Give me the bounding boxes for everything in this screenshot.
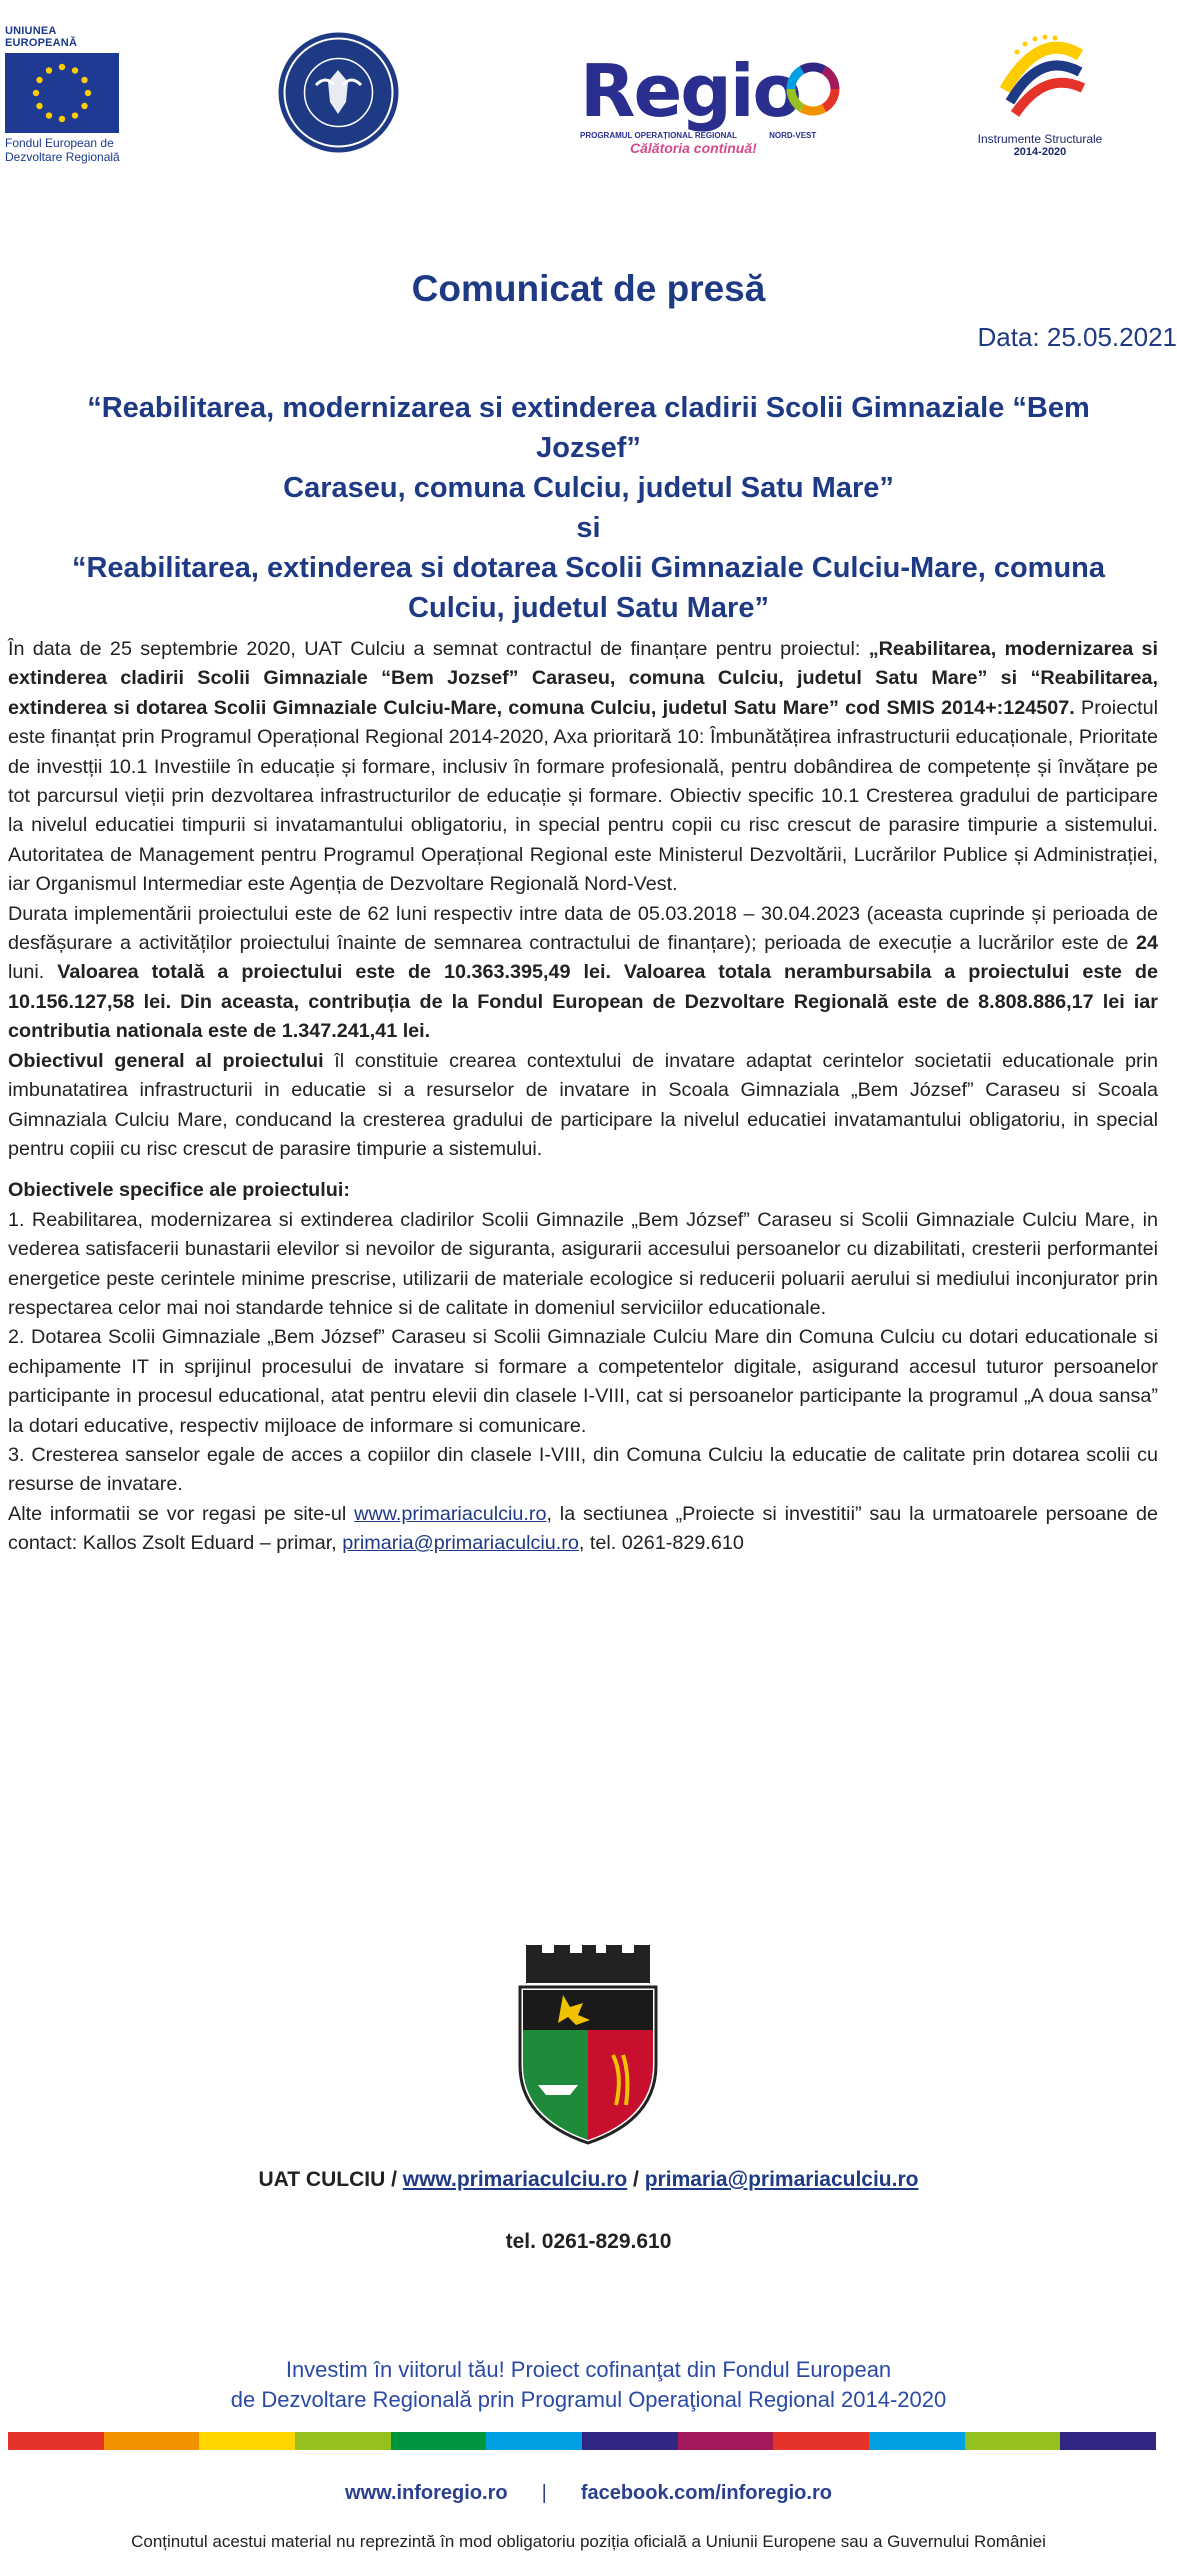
rainbow-segment — [582, 2432, 678, 2450]
footer-phone: tel. 0261-829.610 — [505, 2230, 672, 2253]
project-values-bold: Valoarea totală a proiectului este de 10.363.395,49 lei. Valoarea totala nerambursabila a proiectului este de 10.156.127,58 lei. Din aceasta, contribuția de la Fondul European de Dezvoltare Regională este de 8.808.886,17 lei iar contributia nationala este de 1.347.241,41 lei. — [8, 961, 1158, 1043]
objectives-heading: Obiectivele specifice ale proiectului: — [8, 1179, 350, 1202]
website-link[interactable]: www.primariaculciu.ro — [354, 1502, 547, 1525]
rainbow-segment — [965, 2432, 1061, 2450]
project-title-line: si — [576, 512, 601, 544]
rainbow-segment — [104, 2432, 200, 2450]
regio-logo — [580, 49, 840, 165]
weblinks-separator: | — [541, 2482, 547, 2504]
eu-logo-sub2: Dezvoltare Regională — [5, 150, 120, 164]
project-title-line: “Reabilitarea, extinderea si dotarea Scolii Gimnaziale Culciu-Mare, comuna — [71, 552, 1106, 584]
objective-item: 2. Dotarea Scolii Gimnaziale „Bem József” Caraseu si Scolii Gimnaziale Culciu Mare din Comuna Culciu cu dotari educationale si echipamente IT in sprijinul procesului de invatare si formare a competentelor digitale, asigurand accesul tuturor persoanelor participante in procesul educational, atat pentru elevii din clasele I-VIII, cat si persoanelor participante la programul „A doua sansa” la dotari educative, respectiv mijloace de informare si comunicare. — [8, 1326, 1158, 1437]
rainbow-segment — [295, 2432, 391, 2450]
facebook-link[interactable]: facebook.com/inforegio.ro — [580, 2482, 832, 2504]
structural-instruments-period: 2014-2020 — [1013, 146, 1067, 158]
press-release-title: Comunicat de presă — [411, 268, 766, 309]
culciu-coat-of-arms-icon — [508, 1945, 668, 2145]
press-release-body — [8, 635, 1158, 1559]
eu-disclaimer: Conținutul acestui material nu reprezintă în mod obligatoriu poziția oficială a Uniunii Europene sau a Guvernului României — [131, 2532, 1046, 2551]
eu-logo-sub1: Fondul European de — [5, 136, 114, 150]
rainbow-segment — [773, 2432, 869, 2450]
objective-item: 1. Reabilitarea, modernizarea si extinderea cladirilor Scolii Gimnazile „Bem József” Caraseu si Scolii Gimnaziale Culciu Mare, in vederea satisfacerii bunastarii elevilor si nevoilor de siguranta, asigurarii accesului persoanelor cu dizabilitati, cresterii performantei energetice peste cerintele minime prescrise, utilizarii de materiale ecologice si reducerii poluarii aerului si mediului inconjurator prin respectarea celor mai noi standarde tehnice si de calitate in domeniul serviciilor educationale. — [8, 1208, 1158, 1319]
paragraph-duration-values: Durata implementării proiectului este de 62 luni respectiv intre data de 05.03.2018 – 30.04.2023 (aceasta cuprinde și perioada de desfășurare a activităților proiectului înainte de semnarea contractului de finanțare); perioada de execuție a lucrărilor este de 24 luni. Valoarea totală a proiectului este de 10.363.395,49 lei. Valoarea totala nerambursabila a proiectului este de 10.156.127,58 lei. Din aceasta, contribuția de la Fondul European de Dezvoltare Regională este de 8.808.886,17 lei iar contributia nationala este de 1.347.241,41 lei. — [8, 902, 1158, 1043]
footer-website-link[interactable]: www.primariaculciu.ro — [402, 2168, 628, 2191]
project-title-line: “Reabilitarea, modernizarea si extinderea cladirii Scolii Gimnaziale “Bem Jozsef” — [87, 392, 1090, 464]
structural-instruments-icon — [985, 30, 1095, 125]
eu-logo-title: UNIUNEA EUROPEANĂ — [5, 25, 78, 49]
rainbow-segment — [199, 2432, 295, 2450]
footer-weblinks — [0, 2482, 1177, 2505]
government-seal-logo — [276, 30, 401, 155]
rainbow-segment — [8, 2432, 104, 2450]
rainbow-segment — [391, 2432, 487, 2450]
paragraph-general-objective: Obiectivul general al proiectului îl constituie crearea contextului de invatare adaptat cerintelor societatii educationale prin imbunatatirea infrastructurii in educatie si a resurselor de invatare in Scoala Gimnaziala „Bem József” Caraseu si Scoala Gimnaziala Culciu Mare, conducand la cresterea gradului de participare la nivelul educatiei invatamantului obligatoriu, in special pentru copiii cu risc crescut de parasire timpurie a sistemului. — [8, 1049, 1158, 1160]
regio-wordmark: Regio — [580, 49, 800, 133]
regio-region-text: NORD-VEST — [769, 131, 817, 140]
footer-email-link[interactable]: primaria@primariaculciu.ro — [644, 2168, 919, 2191]
rainbow-segment — [486, 2432, 582, 2450]
email-link[interactable]: primaria@primariaculciu.ro — [342, 1532, 579, 1555]
investment-statement: Investim în viitorul tău! Proiect cofinanţat din Fondul European de Dezvoltare Regională prin Programul Operaţional Regional 2014-2020 — [230, 2357, 947, 2412]
project-title-line: Caraseu, comuna Culciu, judetul Satu Mare” — [283, 472, 894, 504]
objective-item: 3. Cresterea sanselor egale de acces a copiilor din clasele I-VIII, din Comuna Culciu la educatie de calitate prin dotarea scolii cu resurse de invatare. — [8, 1443, 1158, 1496]
project-title-line: Culciu, judetul Satu Mare” — [408, 592, 769, 624]
eu-flag-icon — [5, 53, 119, 133]
structural-instruments-logo — [950, 30, 1130, 160]
regio-rainbow-ring-icon — [785, 61, 841, 117]
rainbow-segment — [869, 2432, 965, 2450]
rainbow-segment — [678, 2432, 774, 2450]
footer-contact-line: UAT CULCIU / www.primariaculciu.ro / primaria@primariaculciu.ro — [258, 2168, 919, 2191]
rainbow-segment — [1060, 2432, 1156, 2450]
regio-programme-text: PROGRAMUL OPERAȚIONAL REGIONAL — [580, 131, 737, 140]
structural-instruments-title: Instrumente Structurale — [977, 132, 1103, 146]
regio-tagline: Călătoria continuă! — [630, 140, 757, 156]
paragraph-contact: Alte informatii se vor regasi pe site-ul www.primariaculciu.ro, la sectiunea „Proiecte si investitii” sau la urmatoarele persoane de contact: Kallos Zsolt Eduard – primar, primaria@primariaculciu.ro, tel. 0261-829.610 — [8, 1502, 1158, 1555]
inforegio-link[interactable]: www.inforegio.ro — [345, 2482, 508, 2504]
release-date: Data: 25.05.2021 — [977, 322, 1177, 352]
paragraph-contract: În data de 25 septembrie 2020, UAT Culciu a semnat contractul de finanțare pentru proiectul: „Reabilitarea, modernizarea si extinderea cladirii Scolii Gimnaziale “Bem Jozsef” Caraseu, comuna Culciu, judetul Satu Mare” si “Reabilitarea, extinderea si dotarea Scolii Gimnaziale Culciu-Mare, comuna Culciu, judetul Satu Mare” cod SMIS 2014+:124507. Proiectul este finanțat prin Programul Operațional Regional 2014-2020, Axa prioritară 10: Îmbunătățirea infrastructurii educaționale, Prioritate de investții 10.1 Investiile în educație și formare, inclusiv în formare profesională, pentru dobândirea de competențe și învățare pe tot parcursul vieții prin dezvoltarea infrastructurilor de educație și formare. Obiectiv specific 10.1 Cresterea gradului de participare la nivelul educatiei timpurii si invatamantului obligatoriu, in special pentru copii cu risc crescut de parasire timpurie a sistemului. Autoritatea de Management pentru Programul Operațional Regional este Ministerul Dezvoltării, Lucrărilor Publice și Administrației, iar Organismul Intermediar este Agenția de Dezvoltare Regională Nord-Vest. — [8, 638, 1159, 896]
project-name-bold: „Reabilitarea, modernizarea si extinderea cladirii Scolii Gimnaziale “Bem Jozsef” Caraseu, comuna Culciu, judetul Satu Mare” si “Reabilitarea, extinderea si dotarea Scolii Gimnaziale Culciu-Mare, comuna Culciu, judetul Satu Mare” cod SMIS 2014+:124507. — [8, 638, 1159, 719]
project-title — [40, 388, 1137, 628]
eu-logo — [5, 25, 125, 164]
rainbow-divider — [8, 2432, 1156, 2450]
